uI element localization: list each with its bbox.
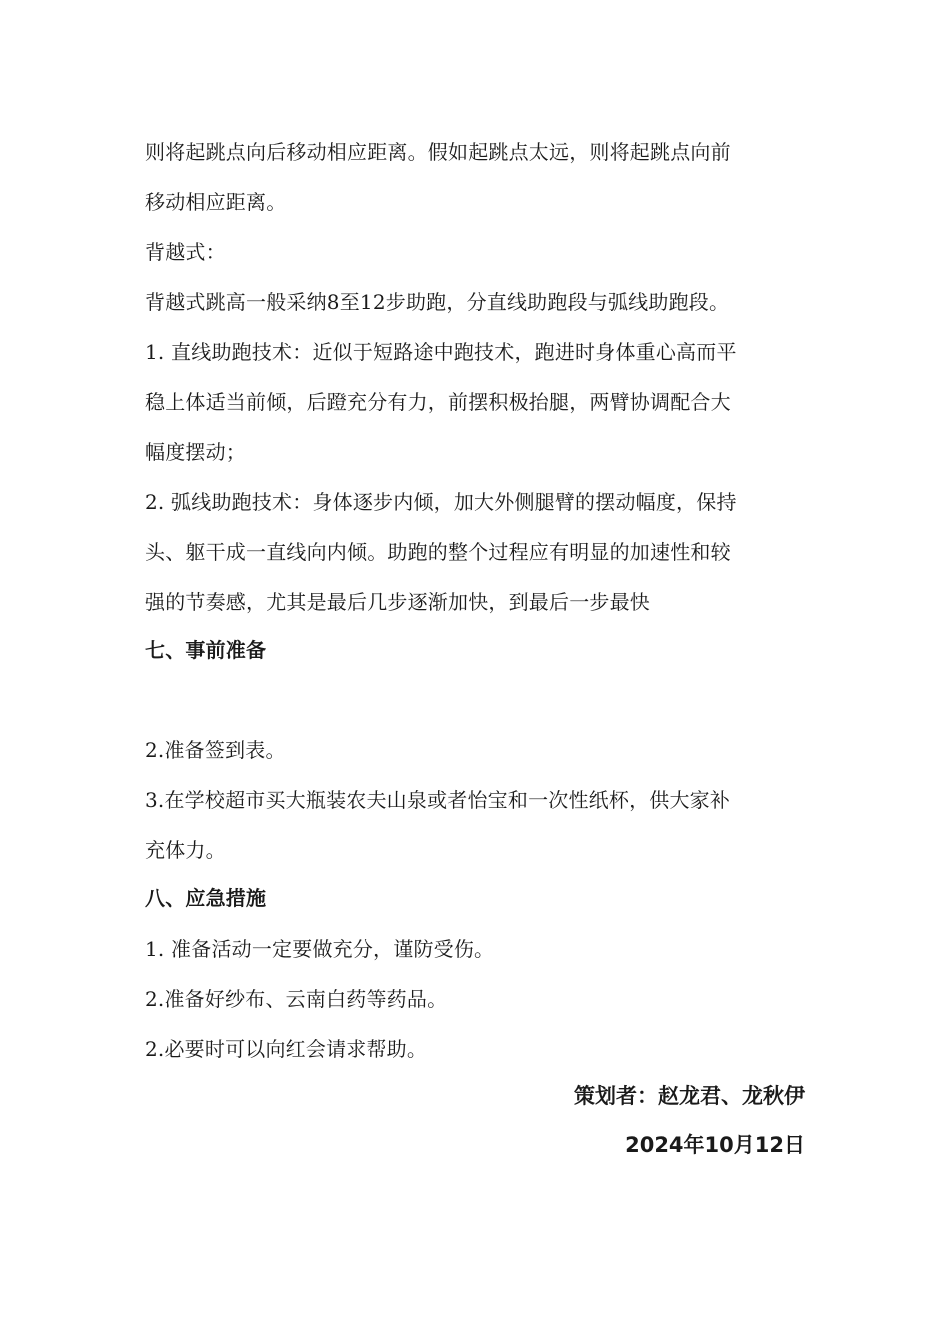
- body-line-4: 背越式跳高一般采纳8至12步助跑，分直线助跑段与弧线助跑段。: [145, 290, 730, 314]
- signature-date: 2024年10月12日: [625, 1133, 805, 1157]
- body-line-8: 2. 弧线助跑技术：身体逐步内倾，加大外侧腿臂的摆动幅度，保持: [145, 490, 737, 514]
- body-line-3: 背越式：: [145, 240, 226, 264]
- body-line-10: 强的节奏感，尤其是最后几步逐渐加快，到最后一步最快: [145, 590, 650, 614]
- section-8-item: 1. 准备活动一定要做充分，谨防受伤。: [145, 937, 495, 961]
- body-line-1: 则将起跳点向后移动相应距离。假如起跳点太远，则将起跳点向前: [145, 140, 731, 164]
- section-8-item: 2.必要时可以向红会请求帮助。: [145, 1037, 428, 1061]
- body-line-2: 移动相应距离。: [145, 190, 287, 214]
- body-line-9: 头、躯干成一直线向内倾。助跑的整个过程应有明显的加速性和较: [145, 540, 731, 564]
- section-7-heading: 七、事前准备: [145, 638, 267, 662]
- section-7-item: 充体力。: [145, 838, 226, 862]
- body-line-6: 稳上体适当前倾，后蹬充分有力，前摆积极抬腿，两臂协调配合大: [145, 390, 731, 414]
- section-7-item: 3.在学校超市买大瓶装农夫山泉或者怡宝和一次性纸杯，供大家补: [145, 788, 731, 812]
- section-7-item: 2.准备签到表。: [145, 738, 286, 762]
- section-8-heading: 八、应急措施: [145, 886, 267, 910]
- body-line-5: 1. 直线助跑技术：近似于短路途中跑技术，跑进时身体重心高而平: [145, 340, 737, 364]
- section-8-item: 2.准备好纱布、云南白药等药品。: [145, 987, 448, 1011]
- body-line-7: 幅度摆动；: [145, 440, 246, 464]
- signature-author: 策划者：赵龙君、龙秋伊: [574, 1084, 805, 1108]
